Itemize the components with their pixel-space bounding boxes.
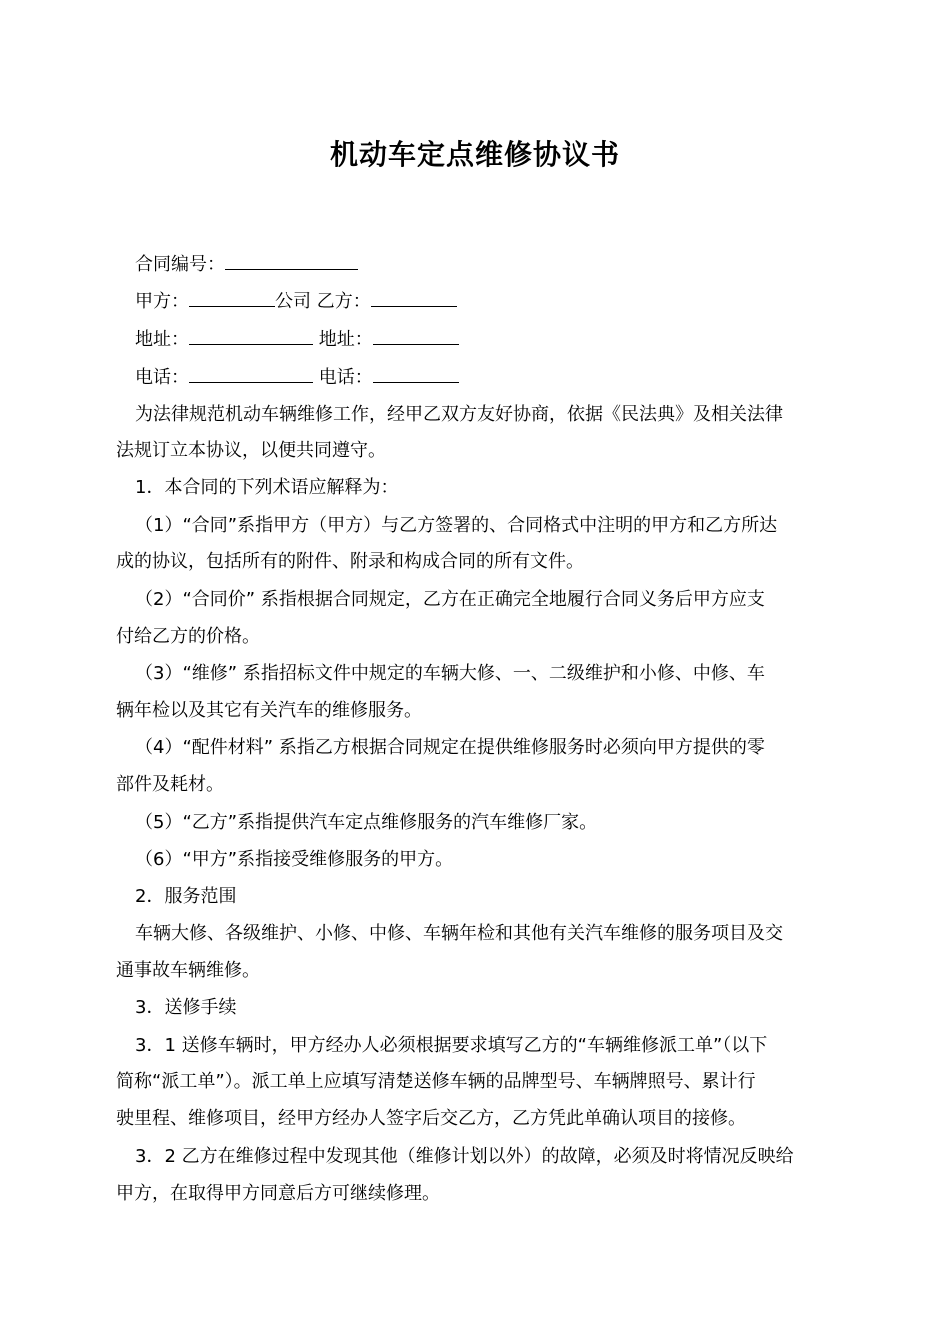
address-a-blank[interactable]	[189, 328, 313, 345]
body-paragraph: 法规订立本协议，以便共同遵守。	[116, 440, 386, 461]
body-paragraph: 3．1 送修车辆时，甲方经办人必须根据要求填写乙方的“车辆维修派工单”（以下	[135, 1035, 768, 1056]
body-paragraph: （2）“合同价” 系指根据合同规定，乙方在正确完全地履行合同义务后甲方应支	[135, 589, 765, 610]
phone-label-a: 电话：	[135, 367, 189, 388]
body-paragraph: （3）“维修” 系指招标文件中规定的车辆大修、一、二级维护和小修、中修、车	[135, 663, 765, 684]
party-b-blank[interactable]	[371, 290, 457, 307]
body-paragraph: 甲方，在取得甲方同意后方可继续修理。	[116, 1183, 440, 1204]
document-title: 机动车定点维修协议书	[329, 138, 620, 171]
contract-number-line	[135, 253, 855, 276]
body-paragraph: 辆年检以及其它有关汽车的维修服务。	[116, 700, 422, 721]
phone-a-blank[interactable]	[189, 366, 313, 383]
body-paragraph: 3．2 乙方在维修过程中发现其他（维修计划以外）的故障，必须及时将情况反映给	[135, 1146, 794, 1167]
party-a-suffix: 公司	[275, 291, 311, 312]
body-paragraph: （5）“乙方”系指提供汽车定点维修服务的汽车维修厂家。	[135, 812, 598, 833]
address-b-blank[interactable]	[373, 328, 459, 345]
body-paragraph: （4）“配件材料” 系指乙方根据合同规定在提供维修服务时必须向甲方提供的零	[135, 737, 765, 758]
party-b-label: 乙方：	[316, 291, 371, 312]
contract-number-blank[interactable]	[225, 253, 358, 270]
body-paragraph: （6）“甲方”系指接受维修服务的甲方。	[135, 849, 454, 870]
body-paragraph: 部件及耗材。	[116, 774, 224, 795]
party-a-label: 甲方：	[135, 291, 189, 312]
body-paragraph: 付给乙方的价格。	[116, 626, 260, 647]
address-line	[135, 328, 855, 351]
body-paragraph: （1）“合同”系指甲方（甲方）与乙方签署的、合同格式中注明的甲方和乙方所达	[135, 515, 778, 536]
body-paragraph: 驶里程、维修项目，经甲方经办人签字后交乙方，乙方凭此单确认项目的接修。	[116, 1108, 746, 1129]
body-paragraph: 车辆大修、各级维护、小修、中修、车辆年检和其他有关汽车维修的服务项目及交	[135, 923, 783, 944]
section-heading: 2．服务范围	[135, 886, 237, 907]
address-label-a: 地址：	[135, 329, 189, 350]
section-heading: 1．本合同的下列术语应解释为：	[135, 477, 399, 498]
body-paragraph: 成的协议，包括所有的附件、附录和构成合同的所有文件。	[116, 551, 584, 572]
phone-label-b: 电话：	[318, 367, 373, 388]
contract-number-label: 合同编号：	[135, 254, 225, 275]
address-label-b: 地址：	[318, 329, 373, 350]
section-heading: 3．送修手续	[135, 997, 237, 1018]
body-paragraph: 简称“派工单”）。派工单上应填写清楚送修车辆的品牌型号、车辆牌照号、累计行	[116, 1071, 756, 1092]
parties-line	[135, 290, 855, 313]
phone-b-blank[interactable]	[373, 366, 459, 383]
party-a-blank[interactable]	[189, 290, 275, 307]
body-paragraph: 通事故车辆维修。	[116, 960, 260, 981]
phone-line	[135, 366, 855, 389]
body-paragraph: 为法律规范机动车辆维修工作，经甲乙双方友好协商，依据《民法典》及相关法律	[135, 404, 783, 425]
